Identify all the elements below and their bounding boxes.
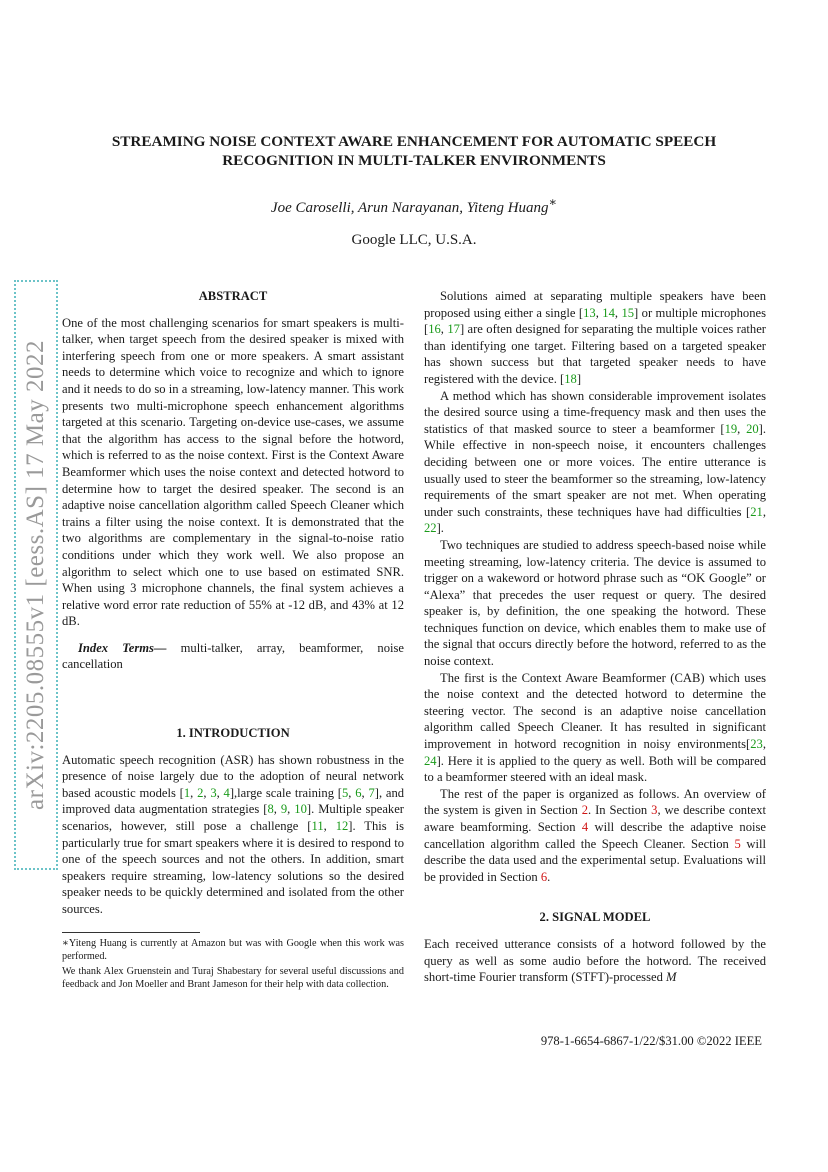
abstract-heading: ABSTRACT xyxy=(198,289,268,303)
affiliation: Google LLC, U.S.A. xyxy=(351,232,477,248)
math-symbol: M xyxy=(666,970,677,985)
citation-link[interactable]: 20 xyxy=(746,421,759,436)
citation-link[interactable]: 6 xyxy=(355,785,362,800)
citation-link[interactable]: 24 xyxy=(424,753,437,768)
arxiv-identifier-stamp[interactable] xyxy=(14,280,58,870)
body-paragraph: Two techniques are studied to address speech-based noise while meeting streaming, low-latency criteria. The device is assumed to trigger on a wakeword or hotword phrase such as “OK Google” or “Alexa” that precedes the user request or query. The desired speaker is, by definition, the one speaking the hotword. These techniques function on device, which enables them to make use of the signal that occurs directly before the hotword, referred to as the noise context. xyxy=(424,537,766,669)
text-run: ]. xyxy=(436,521,444,536)
paper-title: STREAMING NOISE CONTEXT AWARE ENHANCEMENT FOR AUTOMATIC SPEECH RECOGNITION IN MULTI-TALKER ENVIRONMENTS xyxy=(111,133,717,169)
text-run: ]. Multiple speaker scenarios, however, still pose a challenge [ xyxy=(62,802,404,834)
index-terms xyxy=(62,640,404,673)
copyright-isbn: 978-1-6654-6867-1/22/$31.00 ©2022 IEEE xyxy=(540,1034,762,1048)
citation-link[interactable]: 4 xyxy=(223,785,230,800)
text-run: The first is the Context Aware Beamformer (CAB) which uses the noise context and the detected hotword to determine the steering vector. The second is an adaptive noise cancellation algorithm called Speech Cleaner. It has resulted in significant improvement in hotword recognition in noisy environments[ xyxy=(424,670,766,752)
text-run: . xyxy=(547,869,551,884)
citation-link[interactable]: 5 xyxy=(342,785,349,800)
text-run: Solutions aimed at separating multiple speakers have been proposed using either a single [ xyxy=(424,289,766,320)
abstract-text: One of the most challenging scenarios for smart speakers is multi-talker, when target speech from the desired speaker is mixed with interfering speech from one or more speakers. A smart assistant needs to determine which voice to recognize and which to ignore and it needs to do so in a streaming, low-latency manner. This work presents two multi-microphone speech enhancement algorithms targeted at this scenario. Targeting on-device use-cases, we assume that the algorithm has access to the signal before the hotword, which is referred to as the noise context. First is the Context Aware Beamformer which uses the noise context and detected hotword to determine how to target the desired speaker. The second is an adaptive noise cancellation algorithm called Speech Cleaner which trains a filter using the noise context. It is demonstrated that the two algorithms are complementary in the signal-to-noise ratio conditions under which they work well. We also propose an algorithm to select which one to use based on estimated SNR. When using 3 microphone channels, the final system achieves a relative word error rate reduction of 55% at -12 dB, and 43% at 12 dB. xyxy=(62,315,404,629)
text-run: will describe the data used and the experimental setup. Evaluations will be provided in Section xyxy=(424,836,766,884)
footnote-acknowledgement: We thank Alex Gruenstein and Turaj Shabestary for several useful discussions and feedback and Jon Moeller and Brant Jameson for their help with data collection. xyxy=(62,965,404,990)
text-run: ] xyxy=(576,371,582,386)
signal-model-heading: 2. SIGNAL MODEL xyxy=(539,910,651,925)
footnotes xyxy=(62,937,404,991)
citation-link[interactable]: 10 xyxy=(294,802,307,817)
section-reference-link[interactable]: 3 xyxy=(651,803,658,818)
arxiv-identifier-text: arXiv:2205.08555v1 [eess.AS] 17 May 2022 xyxy=(22,340,50,810)
text-run: ]. This is particularly true for smart speakers where it is desired to respond to one of the speech sources and not the others. In addition, smart speakers require streaming, low-latency solutions so the desired speaker needs to be quickly determined and isolated from the other sources. xyxy=(62,819,405,916)
text-run: . In Section xyxy=(588,803,652,818)
citation-link[interactable]: 7 xyxy=(368,785,375,800)
citation-link[interactable]: 2 xyxy=(197,785,204,800)
citation-link[interactable]: 19 xyxy=(724,421,738,436)
author-names: Joe Caroselli, Arun Narayanan, Yiteng Huang xyxy=(270,200,549,216)
text-run: will describe the adaptive noise cancellation algorithm called the Speech Cleaner. Section xyxy=(424,820,766,851)
citation-link[interactable]: 23 xyxy=(750,737,763,752)
intro-paragraph: Automatic speech recognition (ASR) has shown robustness in the presence of noise largely due to the adoption of neural network based acoustic models [1, 2, 3, 4],large scale training [5, 6, 7], and improved data augmentation strategies [8, 9, 10]. Multiple speaker scenarios, however, still pose a challenge [11, 12]. This is particularly true for smart speakers where it is desired to respond to one of the speech sources and not the others. In addition, smart speakers require streaming, low-latency solutions so the desired speaker needs to be quickly determined and isolated from the other sources. xyxy=(62,752,405,916)
author-list xyxy=(70,194,758,217)
text-run: , we describe context aware beamforming. Section xyxy=(424,803,766,834)
index-terms-text: multi-talker, array, beamformer, noise cancellation xyxy=(62,640,404,672)
citation-link[interactable]: 22 xyxy=(424,521,437,536)
body-paragraph xyxy=(424,786,766,886)
citation-link[interactable]: 15 xyxy=(621,305,635,320)
text-run: ],large scale training [ xyxy=(229,785,342,800)
left-column xyxy=(62,288,404,991)
section-reference-link[interactable]: 2 xyxy=(581,803,589,818)
citation-link[interactable]: 21 xyxy=(750,504,763,519)
citation-link[interactable]: 17 xyxy=(447,322,460,337)
citation-link[interactable]: 18 xyxy=(564,371,577,386)
citation-link[interactable]: 11 xyxy=(311,819,324,834)
body-paragraph: A method which has shown considerable improvement isolates the desired source using a time-frequency mask and then uses the statistics of that masked source to steer a beamformer [19, 20]. While effective in non-speech noise, it encounters challenges deciding between one or more voices. The entire utterance is usually used to steer the beamformer so the streaming, low-latency requirements of the smart speaker are not met. When operating under such constraints, these techniques have had difficulties [21, 22]. xyxy=(424,388,766,536)
citation-link[interactable]: 1 xyxy=(183,785,191,800)
citation-link[interactable]: 14 xyxy=(602,305,615,320)
footnote-rule xyxy=(62,932,200,933)
section-reference-link[interactable]: 5 xyxy=(734,836,741,851)
section-reference-link[interactable]: 4 xyxy=(581,820,589,834)
citation-link[interactable]: 9 xyxy=(280,802,288,817)
text-run: Each received utterance consists of a hotword followed by the query as well as some audio before the hotword. The received short-time Fourier transform (STFT)-processed xyxy=(424,936,766,985)
citation-link[interactable]: 16 xyxy=(428,322,441,337)
footnote-affiliation: ∗Yiteng Huang is currently at Amazon but was with Google when this work was performed. xyxy=(62,937,404,962)
citation-link[interactable]: 12 xyxy=(335,819,349,834)
text-run: ]. Here it is applied to the query as well. Both will be compared to a beamformer steered with an ideal mask. xyxy=(424,753,766,785)
text-run: ]. While effective in non-speech noise, it encounters challenges deciding between one or more voices. The entire utterance is usually used to steer the beamformer so the streaming, low-latency requirements of the smart speaker are not met. When operating under such constraints, these techniques have had difficulties [ xyxy=(424,421,766,519)
text-run: The rest of the paper is organized as follows. An overview of the system is given in Section xyxy=(424,786,766,818)
text-run: A method which has shown considerable improvement isolates the desired source using a time-frequency mask and then uses the statistics of that masked source to steer a beamformer [ xyxy=(424,388,766,436)
body-paragraph: Solutions aimed at separating multiple speakers have been proposed using either a single [13, 14, 15] or multiple microphones [16, 17] are often designed for separating the multiple voices rather than identifying one target. Filtering based on a targeted speaker has shown success but that targeted speaker needs to have registered with the device. [18] xyxy=(424,289,767,386)
text-run: ], and improved data augmentation strategies [ xyxy=(62,785,405,817)
index-terms-label: Index Terms— xyxy=(78,640,167,655)
body-paragraph: The first is the Context Aware Beamformer (CAB) which uses the noise context and the detected hotword to determine the steering vector. The second is an adaptive noise cancellation algorithm called Speech Cleaner. It has resulted in significant improvement in hotword recognition in noisy environments[23, 24]. Here it is applied to the query as well. Both will be compared to a beamformer steered with an ideal mask. xyxy=(424,670,766,785)
author-footnote-mark: ∗ xyxy=(548,195,558,209)
section-reference-link[interactable]: 6 xyxy=(540,869,548,884)
text-run: Automatic speech recognition (ASR) has shown robustness in the presence of noise largely due to the adoption of neural network based acoustic models [ xyxy=(62,752,404,800)
text-run: ] or multiple microphones [ xyxy=(424,305,767,337)
citation-link[interactable]: 3 xyxy=(210,785,217,800)
citation-link[interactable]: 8 xyxy=(267,802,274,817)
right-column xyxy=(424,288,766,986)
introduction-heading: 1. INTRODUCTION xyxy=(176,726,290,741)
citation-link[interactable]: 13 xyxy=(583,305,596,320)
body-paragraph xyxy=(424,936,766,986)
text-run: ] are often designed for separating the multiple voices rather than identifying one target. Filtering based on a targeted speaker has shown success but that targeted speaker needs to have registered with the device. [ xyxy=(424,322,766,386)
